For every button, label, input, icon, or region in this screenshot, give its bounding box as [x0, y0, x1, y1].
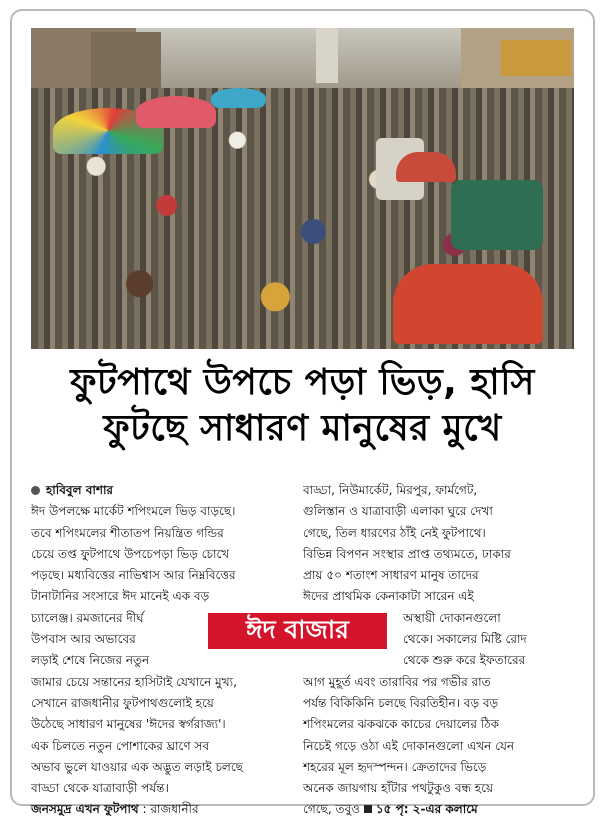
sub-headline-line — [31, 799, 293, 816]
headline — [18, 360, 587, 452]
body-line: ঈদ উপলক্ষে মার্কেট শপিংমলে ভিড় বাড়ছে। — [31, 504, 236, 519]
body-line: উপবাস আর অভাবের — [31, 632, 136, 647]
body-line: নিচেই গড়ে ওঠা এই দোকানগুলো এখন যেন — [303, 738, 515, 753]
body-line: বাড্ডা থেকে যাত্রাবাড়ী পর্যন্ত। — [31, 781, 169, 796]
continuation-note — [364, 802, 478, 816]
sub-headline: জনসমুদ্র এখন ফুটপাথ — [31, 802, 139, 816]
body-line: এক চিলতে নতুন পোশাকের ঘ্রাণে সব — [31, 738, 210, 753]
sub-headline-rest: : রাজধানীর — [138, 802, 199, 816]
body-line: থেকে শুরু করে ইফতারের — [403, 653, 526, 668]
body-line: অভাব ভুলে যাওয়ার এক অদ্ভুত লড়াই চলছে — [31, 759, 243, 774]
body-line: প্রায় ৫০ শতাংশ সাধারণ মানুষ তাদের — [303, 568, 479, 583]
umbrella — [136, 96, 216, 128]
body-line: থেকে। সকালের মিষ্টি রোদ — [403, 632, 527, 647]
inset-label: ঈদ বাজার — [208, 613, 387, 649]
auto-rickshaw — [451, 180, 543, 250]
body-line: লড়াই শেষে নিজের নতুন — [31, 653, 150, 668]
body-line: ঈদের প্রাথমিক কেনাকাটা সারেন এই — [303, 589, 474, 604]
square-bullet-icon — [364, 805, 372, 813]
body-line: পড়ছে। মধ্যবিত্তের নাভিশ্বাস আর নিম্নবিত্তের — [31, 568, 236, 583]
body-line: আগ মুহূর্ত এবং তারাবির পর গভীর রাত — [303, 674, 491, 689]
body-line: অস্থায়ী দোকানগুলো — [403, 610, 501, 625]
headline-line-1: ফুটপাথে উপচে পড়া ভিড়, হাসি — [70, 362, 535, 403]
body-line-last — [303, 799, 574, 816]
body-line: জামার চেয়ে সন্তানের হাসিটাই যেখানে মুখ্য, — [31, 674, 237, 689]
body-line: টানাটানির সংসারে ঈদ মানেই এক বড় — [31, 589, 210, 604]
market-crowd-photo — [31, 28, 574, 349]
body-line: সেখানে রাজধানীর ফুটপাথগুলোই হয়ে — [31, 695, 214, 710]
body-line: পর্যন্ত বিকিকিনি চলছে বিরতিহীন। বড় বড় — [303, 695, 499, 710]
byline — [31, 480, 293, 501]
body-line: উঠেছে সাধারণ মানুষের 'ঈদের স্বর্গরাজ্য'। — [31, 717, 226, 732]
body-line: গুলিস্তান ও যাত্রাবাড়ী এলাকা ঘুরে দেখা — [303, 504, 493, 519]
body-text: গেছে, তবুও — [303, 802, 360, 816]
author-name: হাবিবুল বাশার — [46, 483, 114, 497]
body-line: তবে শপিংমলের শীতাতপ নিয়ন্ত্রিত গন্ডির — [31, 525, 224, 540]
body-line: শপিংমলের ঝকঝকে কাচের দেয়ালের ঠিক — [303, 717, 500, 732]
umbrella — [211, 88, 266, 108]
headline-line-2: ফুটছে সাধারণ মানুষের মুখে — [103, 408, 502, 449]
body-line: অনেক জায়গায় হাঁটার পথটুকুও বন্ধ হয়ে — [303, 781, 494, 796]
bullet-icon — [31, 486, 40, 495]
rickshaw-hood — [393, 264, 543, 344]
body-line: বিভিন্ন বিপণন সংস্থার প্রাপ্ত তথ্যমতে, ঢাকার — [303, 546, 511, 561]
continuation-text: ১৫ পৃ: ২-এর কলামে — [375, 802, 478, 816]
eid-bazar-inset — [205, 610, 390, 652]
body-line: গেছে, তিল ধারণের ঠাঁই নেই ফুটপাথে। — [303, 525, 486, 540]
body-line: শহরের মূল হৃদস্পন্দন। ক্রেতাদের ভিড়ে — [303, 759, 487, 774]
body-line: বাড্ডা, নিউমার্কেট, মিরপুর, ফার্মগেট, — [303, 483, 478, 497]
body-line: চেয়ে তপ্ত ফুটপাথে উপচেপড়া ভিড় চোখে — [31, 546, 230, 561]
body-line: চ্যালেঞ্জ। রমজানের দীর্ঘ — [31, 610, 144, 625]
